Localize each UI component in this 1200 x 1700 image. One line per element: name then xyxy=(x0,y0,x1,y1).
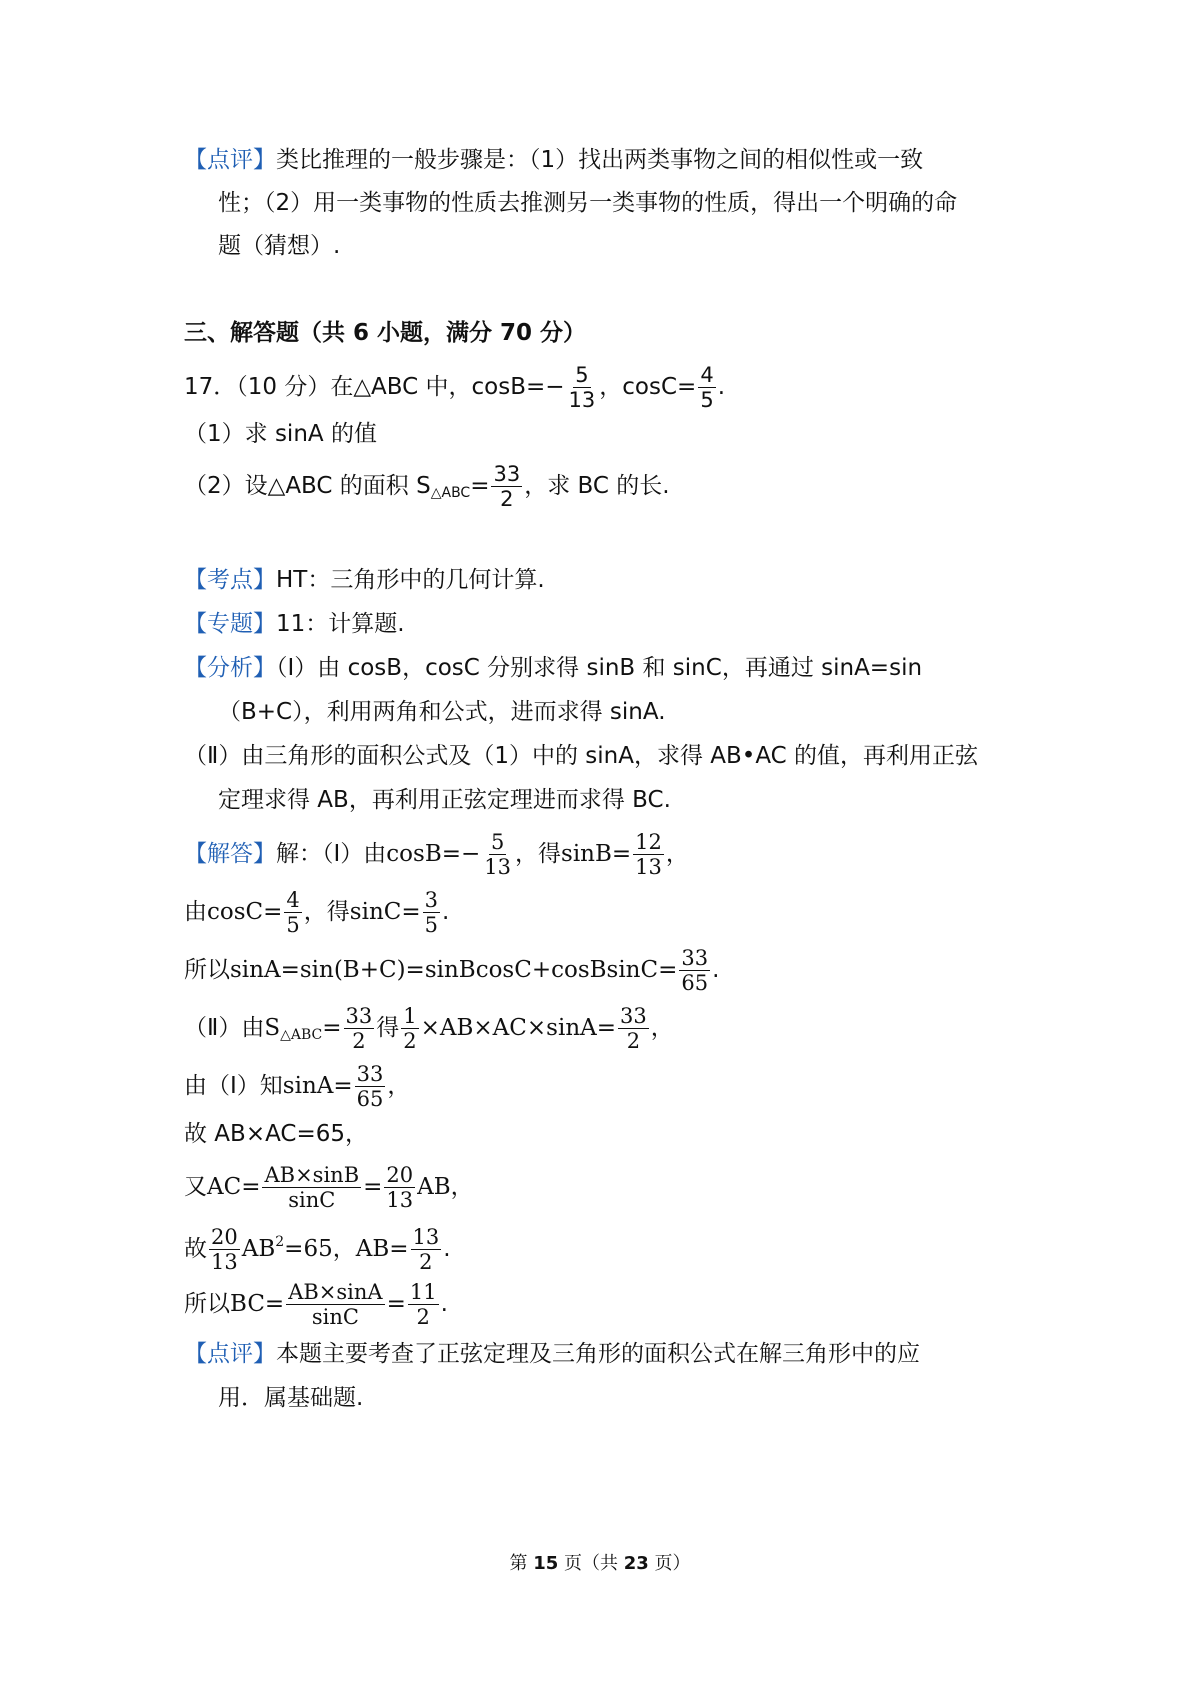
solution-step-5 xyxy=(184,1062,410,1111)
question-text: （2）设△ABC 的面积 S xyxy=(184,473,431,499)
fraction xyxy=(384,1163,415,1212)
solution-text: 由 xyxy=(184,899,207,925)
review-text-line: 本题主要考查了正弦定理及三角形的面积公式在解三角形中的应 xyxy=(276,1341,920,1367)
solution-step-2 xyxy=(184,888,449,937)
fenxi-line xyxy=(184,648,922,688)
solution-text: ， xyxy=(387,1073,411,1099)
numerator: 1 xyxy=(403,1004,417,1028)
denominator: 13 xyxy=(484,855,512,879)
solution-text: 由（Ⅰ）知 xyxy=(184,1073,283,1099)
review-text-line: 性；（2）用一类事物的性质去推测另一类事物的性质，得出一个明确的命 xyxy=(218,190,958,216)
fraction xyxy=(679,946,710,995)
footer-text: 页） xyxy=(648,1553,691,1574)
fenxi-tag: 【分析】 xyxy=(184,655,276,681)
question-text: ，求 BC 的长. xyxy=(524,473,670,499)
denominator: 65 xyxy=(356,1087,384,1111)
numerator: 20 xyxy=(386,1163,414,1187)
subscript: △ABC xyxy=(280,1027,323,1043)
footer-text: 页（共 xyxy=(558,1553,624,1574)
fraction xyxy=(355,1062,386,1111)
fraction xyxy=(423,888,440,937)
formula: ×AB×AC×sinA= xyxy=(420,1015,617,1041)
formula: sinA=sin(B+C)=sinBcosC+cosBsinC= xyxy=(230,957,678,983)
question-2 xyxy=(184,462,670,513)
numerator: 33 xyxy=(345,1004,373,1028)
solution-step-3 xyxy=(184,946,719,995)
denominator: 13 xyxy=(211,1250,238,1274)
denominator: 13 xyxy=(386,1188,414,1212)
subscript: △ABC xyxy=(430,485,471,501)
denominator: 2 xyxy=(500,487,514,511)
numerator: AB×sinB xyxy=(264,1163,360,1187)
solution-step-1 xyxy=(184,830,689,879)
solution-text: （Ⅱ）由 xyxy=(184,1015,265,1041)
fraction xyxy=(286,1280,384,1329)
zhuanti-line xyxy=(184,604,405,644)
denominator: 13 xyxy=(568,388,596,412)
formula: cosB=− xyxy=(386,841,481,867)
solution-text: . xyxy=(442,899,450,925)
question-text: = xyxy=(470,473,490,499)
problem-statement xyxy=(184,363,725,412)
kaodian-text: HT：三角形中的几何计算. xyxy=(276,567,545,593)
numerator: 5 xyxy=(575,363,589,387)
fraction xyxy=(262,1163,361,1212)
solution-text: . xyxy=(443,1236,451,1262)
fraction xyxy=(491,462,522,511)
formula: AC= xyxy=(207,1174,261,1200)
fenxi-text: （Ⅱ）由三角形的面积公式及（1）中的 sinA，求得 AB•AC 的值，再利用正弦 xyxy=(184,743,979,769)
denominator: 2 xyxy=(419,1250,433,1274)
fraction xyxy=(618,1004,649,1053)
solution-text: ，得 xyxy=(515,841,562,867)
kaodian-line xyxy=(184,560,545,600)
superscript: 2 xyxy=(275,1234,285,1250)
numerator: 12 xyxy=(635,830,662,854)
kaodian-tag: 【考点】 xyxy=(184,567,276,593)
formula: AB， xyxy=(417,1174,474,1200)
fraction xyxy=(344,1004,375,1053)
review-text-line: 题（猜想）. xyxy=(218,233,341,259)
review-text-line: 用．属基础题. xyxy=(218,1385,364,1411)
problem-text: 17．（10 分）在△ABC 中，cosB= xyxy=(184,374,546,400)
denominator: sinC xyxy=(311,1305,359,1329)
question-1: （1）求 sinA 的值 xyxy=(184,421,377,447)
numerator: AB×sinA xyxy=(288,1280,383,1304)
formula: AB xyxy=(241,1236,276,1262)
solution-text: 所以 xyxy=(184,957,230,983)
numerator: 33 xyxy=(493,462,521,486)
fraction xyxy=(401,1004,418,1053)
fenxi-text: 定理求得 AB，再利用正弦定理进而求得 BC. xyxy=(218,787,671,813)
formula: = xyxy=(386,1291,406,1317)
solution-step-8 xyxy=(184,1222,451,1274)
solution-step-7 xyxy=(184,1163,474,1212)
numerator: 4 xyxy=(286,888,300,912)
solution-text: 又 xyxy=(184,1174,207,1200)
fraction xyxy=(482,830,513,879)
numerator: 5 xyxy=(490,830,505,854)
page-footer xyxy=(0,1550,1200,1578)
fraction xyxy=(209,1225,240,1274)
solution-step-4 xyxy=(184,1004,674,1055)
solution-text: ， xyxy=(650,1015,674,1041)
review-paragraph-1 xyxy=(184,140,923,180)
numerator: 33 xyxy=(681,946,709,970)
denominator: 5 xyxy=(700,388,714,412)
problem-text: . xyxy=(717,374,725,400)
formula: BC= xyxy=(230,1291,285,1317)
formula: sinA= xyxy=(282,1073,353,1099)
minus-sign: − xyxy=(545,374,565,400)
review-paragraph-2 xyxy=(184,1334,920,1374)
denominator: 2 xyxy=(416,1305,430,1329)
review-tag: 【点评】 xyxy=(184,147,276,173)
solution-text: . xyxy=(440,1291,448,1317)
denominator: 65 xyxy=(681,971,709,995)
denominator: 2 xyxy=(403,1029,417,1053)
denominator: 5 xyxy=(424,913,438,937)
numerator: 13 xyxy=(412,1225,440,1249)
solution-text: 解：（Ⅰ）由 xyxy=(276,841,387,867)
numerator: 4 xyxy=(700,363,714,387)
solution-step-9 xyxy=(184,1280,448,1329)
numerator: 11 xyxy=(409,1280,437,1304)
section-title: 三、解答题（共 6 小题，满分 70 分） xyxy=(184,320,587,346)
zhuanti-tag: 【专题】 xyxy=(184,611,276,637)
denominator: 13 xyxy=(635,855,662,879)
review-text-line: 类比推理的一般步骤是：（1）找出两类事物之间的相似性或一致 xyxy=(276,147,924,173)
fraction xyxy=(698,363,715,412)
formula: cosC= xyxy=(207,899,283,925)
solution-text: ，得 xyxy=(303,899,350,925)
fenxi-text: （B+C），利用两角和公式，进而求得 sinA. xyxy=(218,699,666,725)
numerator: 33 xyxy=(620,1004,647,1028)
solution-text: 得 xyxy=(376,1015,400,1041)
total-pages: 23 xyxy=(623,1553,649,1574)
formula: S xyxy=(264,1015,281,1041)
denominator: 2 xyxy=(626,1029,641,1053)
problem-text: ，cosC= xyxy=(599,374,697,400)
numerator: 33 xyxy=(356,1062,384,1086)
numerator: 20 xyxy=(211,1225,238,1249)
fraction xyxy=(284,888,301,937)
formula: sinB= xyxy=(561,841,632,867)
fenxi-text: （Ⅰ）由 cosB，cosC 分别求得 sinB 和 sinC，再通过 sinA=sin xyxy=(276,655,923,681)
formula: sinC= xyxy=(349,899,421,925)
fraction xyxy=(567,363,598,412)
fraction xyxy=(633,830,664,879)
page-number: 15 xyxy=(533,1553,559,1574)
fraction xyxy=(408,1280,439,1329)
denominator: 5 xyxy=(286,913,300,937)
solution-step-6: 故 AB×AC=65， xyxy=(184,1121,369,1147)
jieda-tag: 【解答】 xyxy=(184,841,276,867)
fraction xyxy=(411,1225,442,1274)
solution-text: 故 xyxy=(184,1236,207,1262)
formula: = xyxy=(363,1174,383,1200)
numerator: 3 xyxy=(424,888,438,912)
solution-text: . xyxy=(712,957,720,983)
denominator: sinC xyxy=(288,1188,336,1212)
solution-text: 所以 xyxy=(184,1291,230,1317)
formula: = xyxy=(322,1015,342,1041)
footer-text: 第 xyxy=(509,1553,534,1574)
denominator: 2 xyxy=(352,1029,366,1053)
review-tag: 【点评】 xyxy=(184,1341,276,1367)
formula: =65，AB= xyxy=(284,1236,409,1262)
solution-text: ， xyxy=(665,841,689,867)
zhuanti-text: 11：计算题. xyxy=(276,611,405,637)
